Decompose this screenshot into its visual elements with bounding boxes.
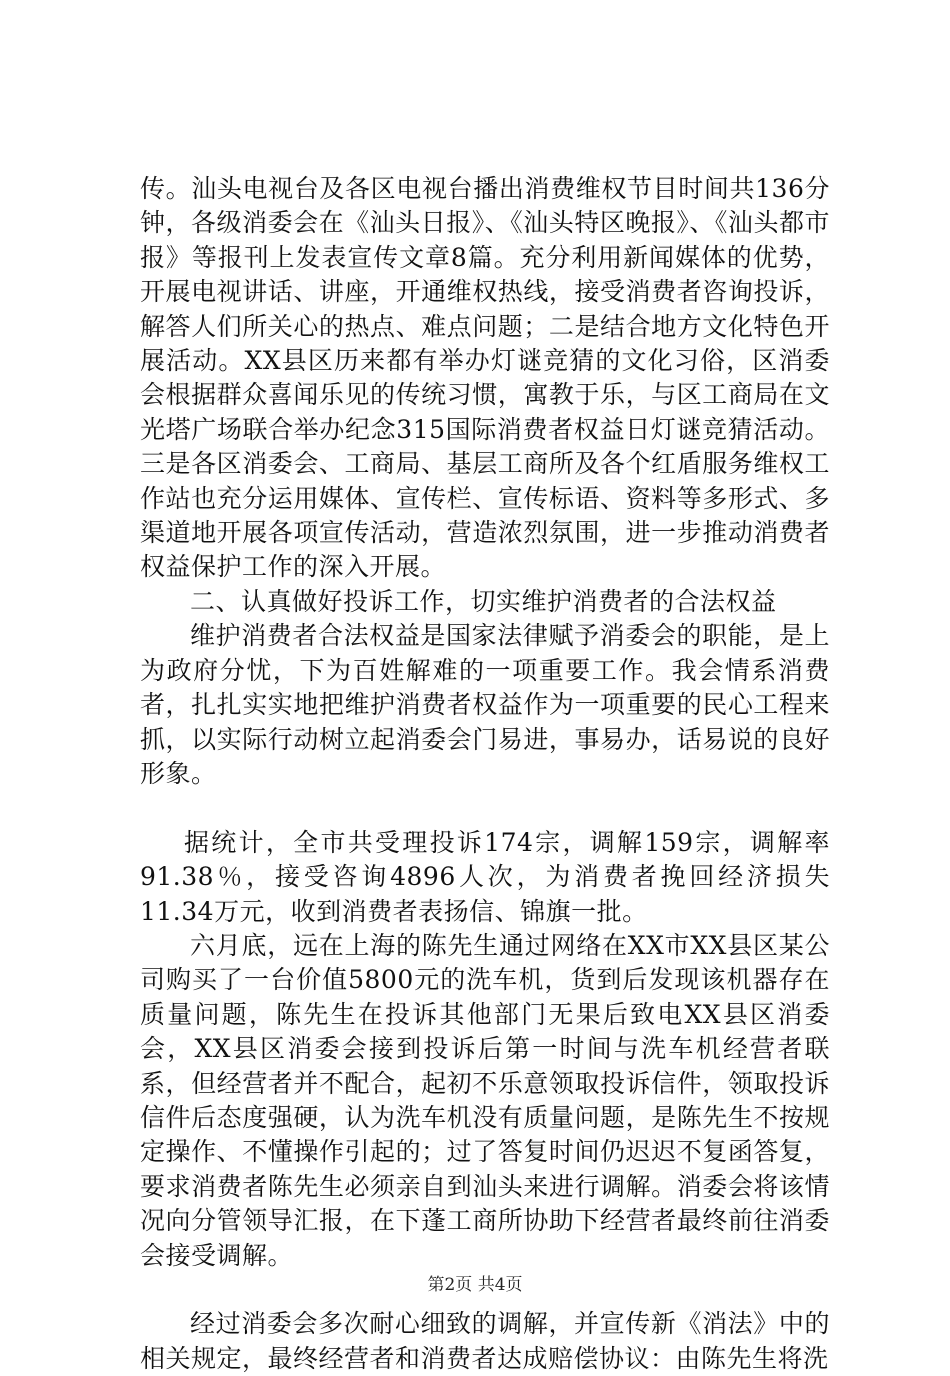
paragraph-case-resolution: 经过消委会多次耐心细致的调解，并宣传新《消法》中的相关规定，最终经营者和消费者达成赔偿协议：由陈先生将洗	[140, 1309, 830, 1373]
section-heading-complaints: 二、认真做好投诉工作，切实维护消费者的合法权益	[190, 586, 777, 616]
document-body	[140, 172, 830, 1376]
paragraph-publicity-continuation: 传。汕头电视台及各区电视台播出消费维权节目时间共136分钟，各级消委会在《汕头日报》、《汕头特区晚报》、《汕头都市报》等报刊上发表宣传文章8篇。充分利用新闻媒体的优势，开展电视讲话、讲座，开通维权热线，接受消费者咨询投诉，解答人们所关心的热点、难点问题；二是结合地方文化特色开展活动。XX县区历来都有举办灯谜竞猜的文化习俗，区消委会根据群众喜闻乐见的传统习惯，寓教于乐，与区工商局在文光塔广场联合举办纪念315国际消费者权益日灯谜竞猜活动。三是各区消委会、工商局、基层工商所及各个红盾服务维权工作站也充分运用媒体、宣传栏、宣传标语、资料等多形式、多渠道地开展各项宣传活动，营造浓烈氛围，进一步推动消费者权益保护工作的深入开展。	[140, 174, 830, 582]
paragraph-case-study: 六月底，远在上海的陈先生通过网络在XX市XX县区某公司购买了一台价值5800元的洗车机，货到后发现该机器存在质量问题，陈先生在投诉其他部门无果后致电XX县区消委会，XX县区消委会接到投诉后第一时间与洗车机经营者联系，但经营者并不配合，起初不乐意领取投诉信件，领取投诉信件后态度强硬，认为洗车机没有质量问题，是陈先生不按规定操作、不懂操作引起的；过了答复时间仍迟迟不复函答复，要求消费者陈先生必须亲自到汕头来进行调解。消委会将该情况向分管领导汇报，在下蓬工商所协助下经营者最终前往消委会接受调解。	[140, 930, 830, 1270]
paragraph-consumer-rights: 维护消费者合法权益是国家法律赋予消委会的职能，是上为政府分忧，下为百姓解难的一项重要工作。我会情系消费者，扎扎实实地把维护消费者权益作为一项重要的民心工程来抓，以实际行动树立起消委会门易进，事易办，话易说的良好形象。	[140, 621, 830, 788]
page-footer: 第2页 共4页	[427, 1275, 523, 1295]
paragraph-spacer	[140, 791, 830, 825]
paragraph-statistics: 据统计，全市共受理投诉174宗，调解159宗，调解率91.38％，接受咨询4896人次，为消费者挽回经济损失11.34万元，收到消费者表扬信、锦旗一批。	[140, 827, 830, 926]
